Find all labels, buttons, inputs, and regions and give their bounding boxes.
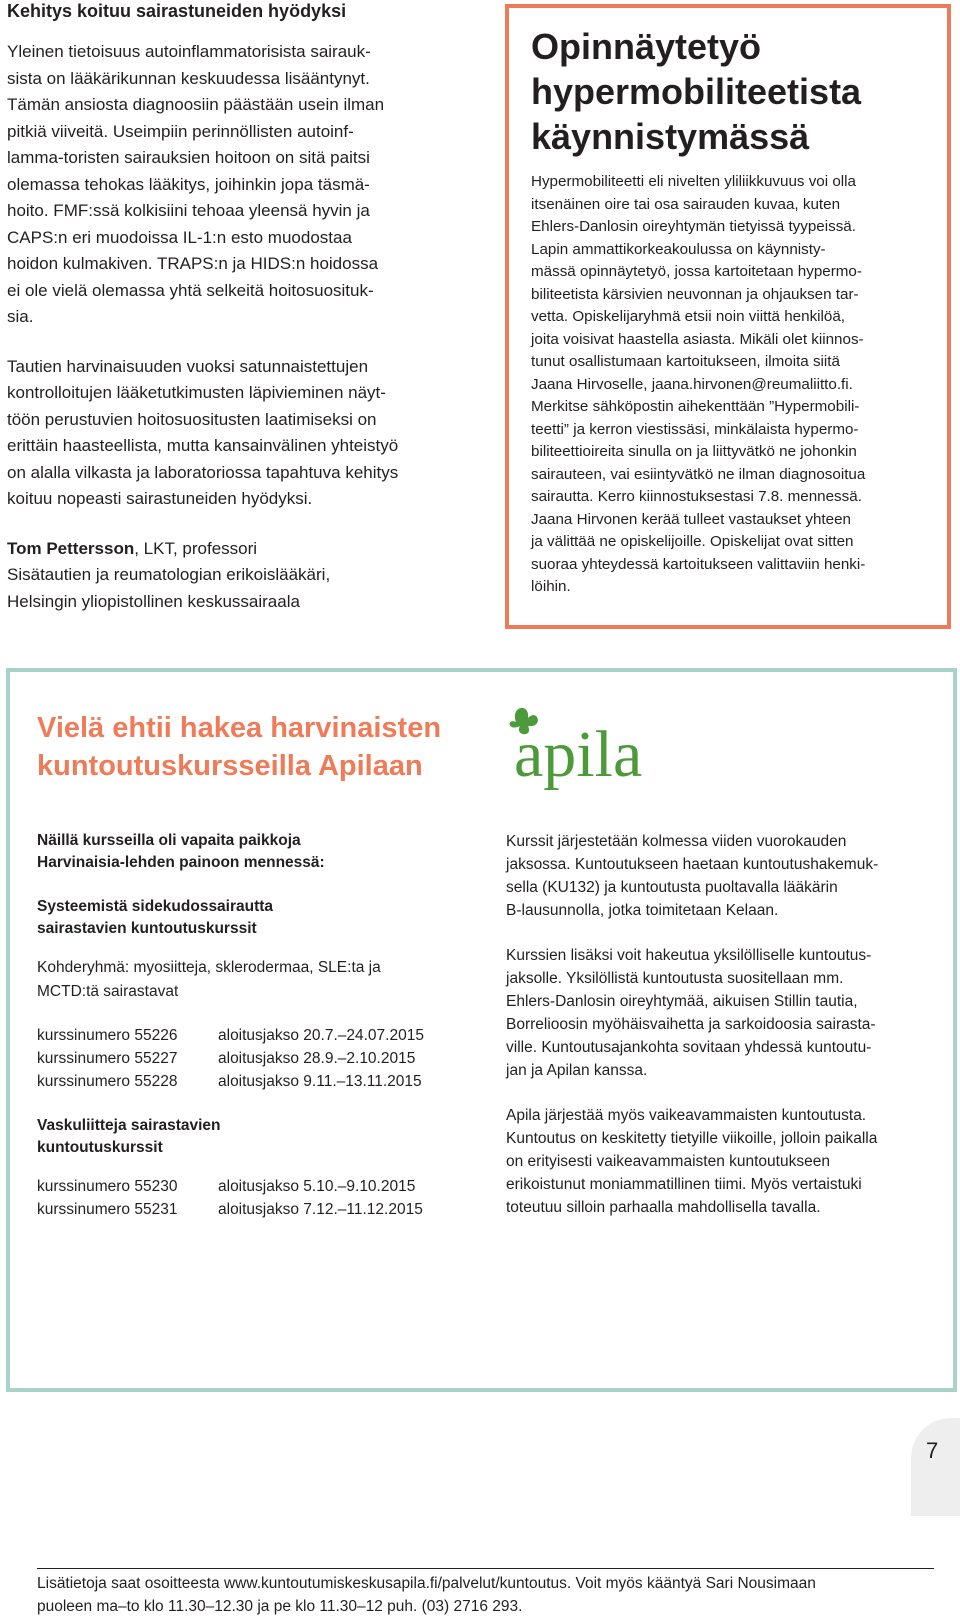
page-number: 7 — [926, 1438, 939, 1463]
course-period: aloitusjakso 9.11.–13.11.2015 — [218, 1073, 422, 1090]
course-number: kurssinumero 55226 — [37, 1027, 178, 1044]
course-list-1 — [37, 1024, 477, 1093]
course-row — [37, 1198, 477, 1221]
thesis-announcement-box — [505, 4, 951, 629]
article-paragraph-2: Tautien harvinaisuuden vuoksi satunnaistettujen kontrolloitujen lääketutkimusten läpivieminen näyt- töön perustuvien hoitosuositusten laatimiseksi on erittäin haasteellista, mutta kansainvälinen yhteistyö on alalla vilkasta ja laboratoriossa tapahtuva kehitys koituu nopeasti sairastuneiden hyödyksi. — [7, 356, 399, 508]
info-paragraph-3: Apila järjestää myös vaikeavammaisten kuntoutusta. Kuntoutus on keskitetty tietyille viikoille, jolloin paikalla on erityisesti vaikeavammaisten kuntoutukseen erikoistunut moniammatillinen tiimi. Myös vertaistuki toteutuu silloin parhaalla mahdollisella tavalla. — [506, 1107, 878, 1216]
course-row — [37, 1175, 477, 1198]
courses-column — [37, 830, 477, 1221]
course-number: kurssinumero 55230 — [37, 1178, 178, 1195]
info-paragraph-1: Kurssit järjestetään kolmessa viiden vuorokauden jaksossa. Kuntoutukseen haetaan kuntoutushakemuk- sella (KU132) ja kuntoutusta puoltavalla lääkärin B-lausunnolla, jotka toimitetaan Kelaan. — [506, 833, 879, 919]
divider — [37, 1568, 934, 1569]
apila-advertisement-box — [6, 668, 957, 1615]
course-group-2-title: Vaskuliitteja sairastavien kuntoutuskurssit — [37, 1117, 221, 1156]
page-number-tab — [911, 1418, 960, 1516]
apila-logo-text: apila — [514, 718, 643, 791]
course-number: kurssinumero 55228 — [37, 1073, 178, 1090]
course-period: aloitusjakso 7.12.–11.12.2015 — [218, 1201, 423, 1218]
article-heading: Kehitys koituu sairastuneiden hyödyksi — [7, 1, 347, 21]
author-line-3: Helsingin yliopistollinen keskussairaala — [7, 591, 300, 611]
course-row — [37, 1070, 477, 1093]
author-line-1 — [7, 536, 477, 563]
course-row — [37, 1047, 477, 1070]
article-paragraph-1: Yleinen tietoisuus autoinflammatorisista sairauk- sista on lääkärikunnan keskuudessa lisääntynyt. Tämän ansiosta diagnoosiin päästään usein ilman pitkiä viiveitä. Useimpiin perinnöllisten autoinf- lamma-toristen sairauksien hoitoon on sitä paitsi olemassa tehokas lääkitys, joihinkin jopa täsmä- hoito. FMF:ssä kolkisiini tehoaa yleensä hyvin ja CAPS:n eri muodoissa IL-1:n esto muodostaa hoidon kulmakiven. TRAPS:n ja HIDS:n hoidossa ei ole vielä olemassa yhtä selkeitä hoitosuosituk- sia. — [7, 42, 385, 326]
info-paragraph-2: Kurssien lisäksi voit hakeutua yksilölliselle kuntoutus- jaksolle. Yksilöllistä kuntoutusta suositellaan mm. Ehlers-Danlosin oireyhtymää, aikuisen Stillin tautia, Borrelioosin myöhäisvaihetta ja sarkoidoosia sairasta- ville. Kuntoutusajankohta sovitaan yhdessä kuntoutu- jan ja Apilan kanssa. — [506, 947, 876, 1079]
course-number: kurssinumero 55227 — [37, 1050, 178, 1067]
thesis-body: Hypermobiliteetti eli nivelten yliliikkuvuus voi olla itsenäinen oire tai osa sairauden kuvaa, kuten Ehlers-Danlosin oireyhtymän tietyissä tyypeissä. Lapin ammattikorkeakoulussa on käynnisty- mässä opinnäytetyö, jossa kartoitetaan hypermo- biliteetista kärsivien neuvonnan ja ohjauksen tar- vetta. Opiskelijaryhmä etsii noin viittä henkilöä, joita voisivat haastella asiasta. Mikäli olet kiinnos- tunut osallistumaan kartoitukseen, ilmoita siitä Jaana Hirvoselle, jaana.hirvonen@reumaliitto.fi. Merkitse sähköpostin aihekenttään ”Hypermobili- teetti” ja kerron viestissäsi, minkälaista hypermo- biliteettioireita sinulla on ja liittyvätkö ne johonkin sairauteen, vai esiintyvätkö ne ilman diagnosoitua sairautta. Kerro kiinnostuksestasi 7.8. mennessä. Jaana Hirvonen kerää tulleet vastaukset yhteen ja välittää ne opiskelijoille. Opiskelijat ovat sitten suoraa yhteydessä kartoitukseen valittaviin henki- löihin. — [531, 173, 866, 595]
courses-intro: Näillä kursseilla oli vapaita paikkoja Harvinaisia-lehden painoon mennessä: — [37, 832, 325, 871]
course-number: kurssinumero 55231 — [37, 1201, 178, 1218]
course-period: aloitusjakso 20.7.–24.07.2015 — [218, 1027, 424, 1044]
course-list-2 — [37, 1175, 477, 1221]
course-period: aloitusjakso 5.10.–9.10.2015 — [218, 1178, 416, 1195]
course-row — [37, 1024, 477, 1047]
author-name: Tom Pettersson — [7, 538, 135, 558]
thesis-title: Opinnäytetyö hypermobiliteetista käynnistymässä — [531, 26, 862, 157]
course-group-1-target: Kohderyhmä: myosiitteja, sklerodermaa, SLE:ta ja MCTD:tä sairastavat — [37, 959, 381, 1000]
author-signature — [7, 536, 477, 616]
info-column — [506, 830, 931, 1241]
article-column — [7, 0, 477, 615]
apila-heading: Vielä ehtii hakea harvinaisten kuntoutuskursseilla Apilaan — [37, 712, 442, 782]
author-line-2: Sisätautien ja reumatologian erikoislääkäri, — [7, 565, 331, 584]
contact-info: Lisätietoja saat osoitteesta www.kuntoutumiskeskusapila.fi/palvelut/kuntoutus. Voit myös kääntyä Sari Nousimaan puoleen ma–to klo 11.30–12.30 ja pe klo 11.30–12 puh. (03) 2716 293. — [37, 1575, 816, 1615]
author-title: , LKT, professori — [134, 538, 258, 558]
course-group-1-title: Systeemistä sidekudossairautta sairastavien kuntoutuskurssit — [37, 898, 274, 937]
course-period: aloitusjakso 28.9.–2.10.2015 — [218, 1050, 416, 1067]
apila-logo — [508, 702, 658, 802]
